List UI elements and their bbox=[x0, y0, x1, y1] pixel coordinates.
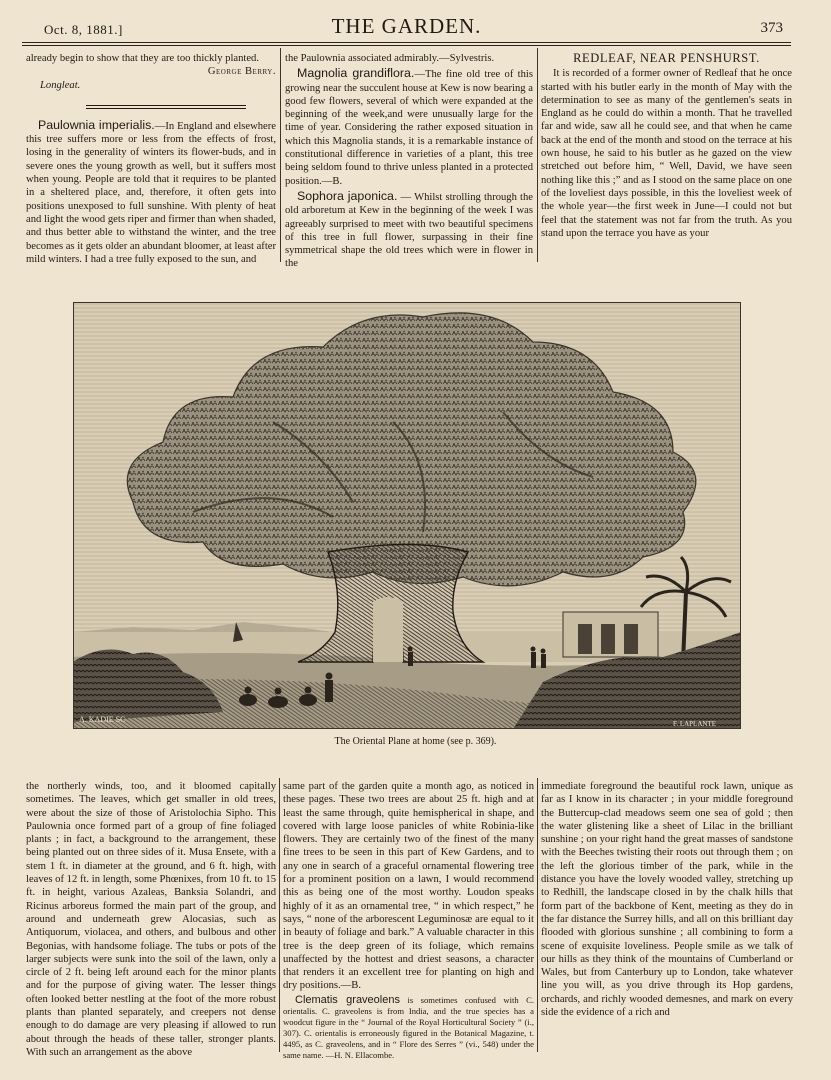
article-body: the northerly winds, too, and it bloomed capitally sometimes. The leaves, which get smaller in old trees, were about the size of those of Aristolochia Sipho. This Paulownia once formed part of a group of fine foliaged plants ; in fact, a background to the arrangement, these being planted out on three sides of it. Musa Ensete, with a stem 1 ft. in diameter at the ground, and 6 ft. high, with leaves of 12 ft. in length, some Phœnixes, from 10 ft. to 15 ft. in height, various Azaleas, Banksia Solandri, and Ricinus arboreus formed the main part of the group, and around and underneath grew Alocasias, such as Antiquorum, violacea, and others, and bulbous and other Begonias, with handsome foliage. The tubs or pots of the larger subjects were sunk into the soil of the lawn, only a circle of 2 ft. being left around each for the minor plants and for the purpose of giving water. The lesser things often looked better nestling at the foot of the more robust plants than planted separately, and creepers not dense enough to do damage are very pleasing if allowed to run about through the heads of these taller, stronger plants. With such an arrangement as the above bbox=[26, 781, 276, 1058]
paragraph: already begin to show that they are too thickly planted. bbox=[26, 53, 259, 64]
column-3-top bbox=[541, 52, 792, 262]
oriental-plane-engraving bbox=[73, 302, 741, 729]
article-magnolia bbox=[285, 67, 533, 188]
article-body: immediate foreground the beautiful rock lawn, unique as far as I know in its character ; in your middle foreground the Buttercup-clad meadows seem one sea of gold ; then the water glistening like a sheet of Lilac in the brilliant sunshine ; on your right hand the great masses of sandstone with the Beeches twisting their roots out through them ; on the left the glorious timber of the park, while in the distance you have the lovely wooded valley, stretching up to Redhill, the landscape closed in by the chalk hills that form part of the backbone of Kent, meeting as they do in the far distance the Surrey hills, and all on this brilliant day flooded with glorious sunshine ; all combining to form a scene of exquisite loveliness. People smile as we talk of our hills as they think of the mountains of Cumberland or Wales, but from Canterbury up to London, take whatever line you will, as you drive through its Hop gardens, orchards, and richly wooded demesnes, and mark on every side the evidence of a rich and bbox=[541, 781, 793, 1019]
article-body: — Whilst strolling through the old arboretum at Kew in the beginning of the week I was agreeably surprised to meet with two beautiful specimens of this tree in full flower, surpassing in their fine symmetrical shape the old trees which were in flower in the bbox=[285, 191, 533, 270]
trunk-hollow bbox=[373, 597, 403, 662]
article-sophora bbox=[285, 190, 533, 271]
paragraph: the Paulownia associated admirably.—Sylvestris. bbox=[285, 53, 495, 64]
article-body: —In England and elsewhere this tree suffers more or less from the effects of frost, losing in the generality of winters its flower-buds, and in severe ones the young growth as well, but it suffers most when young. People are told that it requires to be planted in a sheltered place, and, therefore, it often gets into positions unexposed to full sunshine. With plenty of heat and light the wood gets riper and firmer than when shaded, and thus better able to withstand the winter, and the tree becomes as it gets older an abundant bloomer, at least after mild winters. I had a tree fully exposed to the sun, and bbox=[26, 120, 276, 265]
article-body: It is recorded of a former owner of Redleaf that he once started with his butler early in the month of May with the determination to see as many of the gentlemen's seats in England as he could do within a month. That he travelled far and wide, saw all he could see, and that when he came back at the end of the month and stood on the terrace at his own house, he said to his butler as he gazed on the view stretched out before him, “ Well, David, we have seen nothing like this ;” and as I stood on the same place on one of the loveliest days possible, in this the loveliest week of the whole year—the first week in June—I could not but feel that the statement was not far from the truth. As you stand upon the terrace you have as your bbox=[541, 68, 792, 239]
figure-caption: The Oriental Plane at home (see p. 369). bbox=[334, 736, 497, 747]
article-body: —The fine old tree of this growing near the succulent house at Kew is now bearing a good few flowers, several of which were expanded at the beginning of the week,and were unusually large for the time of year. Considering the rather exposed situation in which this Magnolia stands, it is a remarkable instance of constitutional difference in varieties of a plant, this tree being seldom found to thrive unless planted in a protected position.—B. bbox=[285, 69, 533, 187]
location: Longleat. bbox=[40, 79, 81, 91]
article-body: same part of the garden quite a month ago, as noticed in these pages. These two trees are about 25 ft. high and at least the same through, quite hemispherical in shape, and covered with large loose panicles of white Robinia-like flowers. They are certainly two of the finest of the many fine trees to be seen in this part of Kew Gardens, and to any one in search of a graceful ornamental flowering tree for a prominent position on a lawn, I would recommend this as being one of the most worthy. Loudon speaks highly of it as an ornamental tree, “ in which respect,” he says, “ none of the arborescent Leguminosæ are equal to it in beauty of foliage and bark.” A valuable character in this tree is the deep green of its foliage, which remains unaffected by the hottest and driest seasons, a character that renders it an excellent tree for planting on high and dry positions.—B. bbox=[283, 781, 534, 992]
engraver-signature-right: F. LAPLANTE bbox=[673, 720, 716, 728]
article-heading: Sophora japonica. bbox=[297, 188, 398, 203]
header-rule bbox=[22, 42, 791, 46]
column-rule bbox=[537, 778, 538, 1052]
article-separator bbox=[86, 105, 246, 109]
column-2-bottom bbox=[283, 780, 534, 1061]
article-heading: Clematis graveolens bbox=[295, 993, 400, 1006]
article-body: is sometimes confused with C. orientalis. C. graveolens is from India, and the true species has a woodcut figure in the “ Journal of the Royal Horticultural Society ” (i., 307). C. orientalis is erroneously figured in the Botanical Magazine, t. 4495, as C. graveolens, and in “ Flore des Serres ” (vi., 548) under the same name. —H. N. Ellacombe. bbox=[283, 994, 534, 1061]
signature: George Berry. bbox=[207, 66, 276, 78]
column-1-top bbox=[26, 52, 276, 265]
article-paulownia bbox=[26, 119, 276, 266]
column-2-top bbox=[285, 52, 533, 270]
column-rule bbox=[280, 48, 281, 262]
article-heading: Paulownia imperialis. bbox=[38, 117, 155, 132]
article-clematis bbox=[283, 995, 534, 1062]
page-header bbox=[22, 14, 791, 42]
article-heading: Magnolia grandiflora. bbox=[297, 66, 415, 81]
masthead-title: THE GARDEN. bbox=[331, 14, 482, 38]
engraver-signature-left: A. KADIE SC bbox=[79, 715, 126, 724]
page-number: 373 bbox=[760, 20, 783, 36]
column-rule bbox=[537, 48, 538, 262]
header-date: Oct. 8, 1881.] bbox=[44, 22, 123, 37]
column-rule bbox=[279, 778, 280, 1052]
article-title: REDLEAF, NEAR PENSHURST. bbox=[573, 51, 760, 65]
column-3-bottom bbox=[541, 780, 793, 1052]
column-1-bottom bbox=[26, 780, 276, 1058]
